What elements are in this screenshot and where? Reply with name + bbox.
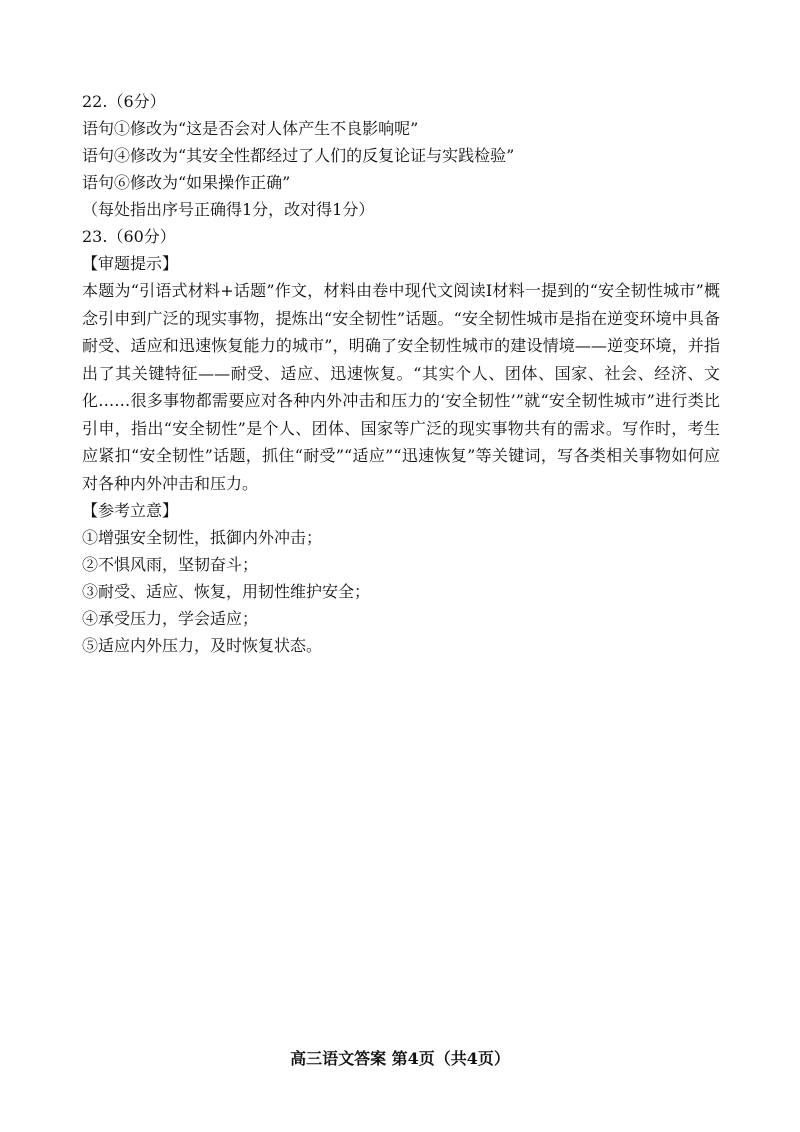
q23-ref-item-2: ②不惧风雨，坚韧奋斗； xyxy=(82,555,259,574)
q23-ref-item-3: ③耐受、适应、恢复，用韧性维护安全； xyxy=(82,582,371,601)
page-footer: 高三语文答案 第4页（共4页） xyxy=(290,1049,510,1068)
q22-line-2: 语句④修改为“其安全性都经过了人们的反复论证与实践检验” xyxy=(82,146,515,165)
q23-tip-paragraph: 本题为“引语式材料+话题”作文，材料由卷中现代文阅读Ⅰ材料一提到的“安全韧性城市”概念引申到广泛的现实事物，提炼出“安全韧性”话题。“安全韧性城市是指在逆变环境中具备耐受、适应和迅速恢复能力的城市”，明确了安全韧性城市的建设情境——逆变环境，并指出了其关键特征——耐受、适应、迅速恢复。“其实个人、团体、国家、社会、经济、文化……很多事物都需要应对各种内外冲击和压力的‘安全韧性’”就“安全韧性城市”进行类比引申，指出“安全韧性”是个人、团体、国家等广泛的现实事物共有的需求。写作时，考生应紧扣“安全韧性”话题，抓住“耐受”“适应”“迅速恢复”等关键词，写各类相关事物如何应对各种内外冲击和压力。 xyxy=(82,281,720,493)
q23-ref-heading: 【参考立意】 xyxy=(82,501,179,520)
q23-ref-item-1: ①增强安全韧性，抵御内外冲击； xyxy=(82,528,323,547)
q23-ref-item-4: ④承受压力，学会适应； xyxy=(82,609,259,628)
q22-line-1: 语句①修改为“这是否会对人体产生不良影响呢” xyxy=(82,119,419,138)
q22-heading: 22.（6分） xyxy=(82,92,166,111)
q23-ref-item-5: ⑤适应内外压力，及时恢复状态。 xyxy=(82,636,323,655)
q23-heading: 23.（60分） xyxy=(82,227,176,246)
q22-scoring-note: （每处指出序号正确得1分，改对得1分） xyxy=(82,200,375,219)
answer-content xyxy=(82,88,732,659)
q23-tip-heading: 【审题提示】 xyxy=(82,254,179,273)
q22-line-3: 语句⑥修改为“如果操作正确” xyxy=(82,173,291,192)
